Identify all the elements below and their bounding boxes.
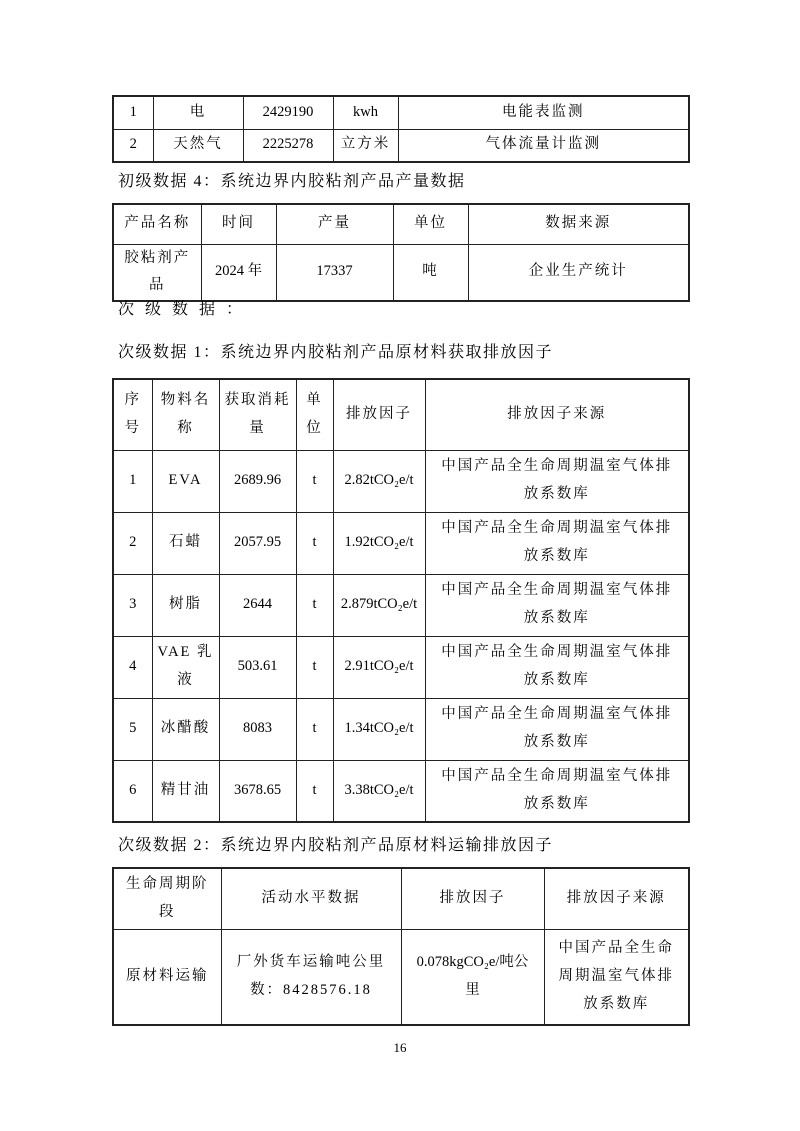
material-unit: t xyxy=(296,698,333,760)
material-factor-source: 中国产品全生命周期温室气体排放系数库 xyxy=(425,698,689,760)
section-heading-primary-data-4: 初级数据 4：系统边界内胶粘剂产品产量数据 xyxy=(118,173,466,190)
material-index: 5 xyxy=(113,698,152,760)
energy-unit: 立方米 xyxy=(333,129,398,162)
column-header-unit: 单位 xyxy=(296,379,333,450)
material-unit: t xyxy=(296,450,333,512)
energy-name: 电 xyxy=(153,96,243,129)
product-name: 胶粘剂产品 xyxy=(113,244,201,301)
table-row xyxy=(113,929,689,1025)
table-header-row xyxy=(113,868,689,929)
energy-source: 气体流量计监测 xyxy=(398,129,689,162)
energy-amount: 2429190 xyxy=(243,96,333,129)
material-quantity: 8083 xyxy=(219,698,296,760)
material-unit: t xyxy=(296,574,333,636)
product-output-table xyxy=(112,203,690,302)
column-header-product-name: 产品名称 xyxy=(113,204,201,244)
material-emission-factor-table xyxy=(112,378,690,823)
product-data-source: 企业生产统计 xyxy=(468,244,689,301)
table-header-row xyxy=(113,204,689,244)
material-unit: t xyxy=(296,512,333,574)
table-row xyxy=(113,512,689,574)
material-emission-factor: 2.82tCO₂e/t xyxy=(333,450,425,512)
material-quantity: 2057.95 xyxy=(219,512,296,574)
material-index: 1 xyxy=(113,450,152,512)
product-output: 17337 xyxy=(276,244,393,301)
material-emission-factor: 1.92tCO₂e/t xyxy=(333,512,425,574)
material-index: 3 xyxy=(113,574,152,636)
material-emission-factor: 2.879tCO₂e/t xyxy=(333,574,425,636)
material-factor-source: 中国产品全生命周期温室气体排放系数库 xyxy=(425,512,689,574)
transport-activity-data: 厂外货车运输吨公里数：8428576.18 xyxy=(221,929,401,1025)
material-name: EVA xyxy=(152,450,219,512)
material-index: 2 xyxy=(113,512,152,574)
product-unit: 吨 xyxy=(393,244,468,301)
material-emission-factor: 3.38tCO₂e/t xyxy=(333,760,425,822)
material-factor-source: 中国产品全生命周期温室气体排放系数库 xyxy=(425,636,689,698)
column-header-data-source: 数据来源 xyxy=(468,204,689,244)
material-factor-source: 中国产品全生命周期温室气体排放系数库 xyxy=(425,574,689,636)
column-header-lifecycle-stage: 生命周期阶段 xyxy=(113,868,221,929)
material-name: 冰醋酸 xyxy=(152,698,219,760)
energy-unit: kwh xyxy=(333,96,398,129)
transport-factor-source: 中国产品全生命周期温室气体排放系数库 xyxy=(544,929,689,1025)
material-name: 树脂 xyxy=(152,574,219,636)
material-name: 石蜡 xyxy=(152,512,219,574)
material-name: VAE 乳液 xyxy=(152,636,219,698)
material-quantity: 2689.96 xyxy=(219,450,296,512)
column-header-quantity: 获取消耗量 xyxy=(219,379,296,450)
column-header-unit: 单位 xyxy=(393,204,468,244)
material-emission-factor: 1.34tCO₂e/t xyxy=(333,698,425,760)
material-emission-factor: 2.91tCO₂e/t xyxy=(333,636,425,698)
table-row xyxy=(113,574,689,636)
column-header-factor-source: 排放因子来源 xyxy=(544,868,689,929)
table-row xyxy=(113,450,689,512)
column-header-index: 序号 xyxy=(113,379,152,450)
page-number: 16 xyxy=(393,1040,407,1055)
table-row xyxy=(113,244,689,301)
material-quantity: 503.61 xyxy=(219,636,296,698)
energy-name: 天然气 xyxy=(153,129,243,162)
section-heading-secondary-data-1: 次级数据 1：系统边界内胶粘剂产品原材料获取排放因子 xyxy=(118,344,554,361)
column-header-output: 产量 xyxy=(276,204,393,244)
material-unit: t xyxy=(296,636,333,698)
material-quantity: 2644 xyxy=(219,574,296,636)
material-index: 4 xyxy=(113,636,152,698)
material-factor-source: 中国产品全生命周期温室气体排放系数库 xyxy=(425,760,689,822)
energy-amount: 2225278 xyxy=(243,129,333,162)
column-header-factor-source: 排放因子来源 xyxy=(425,379,689,450)
product-time: 2024 年 xyxy=(201,244,276,301)
column-header-activity-data: 活动水平数据 xyxy=(221,868,401,929)
table-row xyxy=(113,698,689,760)
section-label-secondary-data: 次级数据： xyxy=(118,301,254,318)
column-header-emission-factor: 排放因子 xyxy=(333,379,425,450)
column-header-material-name: 物料名称 xyxy=(152,379,219,450)
column-header-emission-factor: 排放因子 xyxy=(401,868,544,929)
transport-stage: 原材料运输 xyxy=(113,929,221,1025)
transport-emission-factor: 0.078kgCO₂e/吨公里 xyxy=(401,929,544,1025)
energy-source: 电能表监测 xyxy=(398,96,689,129)
energy-row-index: 2 xyxy=(113,129,153,162)
material-index: 6 xyxy=(113,760,152,822)
energy-row-index: 1 xyxy=(113,96,153,129)
energy-data-table xyxy=(112,95,690,163)
table-header-row xyxy=(113,379,689,450)
column-header-time: 时间 xyxy=(201,204,276,244)
table-row xyxy=(113,760,689,822)
section-heading-secondary-data-2: 次级数据 2：系统边界内胶粘剂产品原材料运输排放因子 xyxy=(118,837,554,854)
material-factor-source: 中国产品全生命周期温室气体排放系数库 xyxy=(425,450,689,512)
table-row xyxy=(113,129,689,162)
transport-emission-factor-table xyxy=(112,867,690,1026)
table-row xyxy=(113,96,689,129)
table-row xyxy=(113,636,689,698)
material-unit: t xyxy=(296,760,333,822)
material-quantity: 3678.65 xyxy=(219,760,296,822)
material-name: 精甘油 xyxy=(152,760,219,822)
